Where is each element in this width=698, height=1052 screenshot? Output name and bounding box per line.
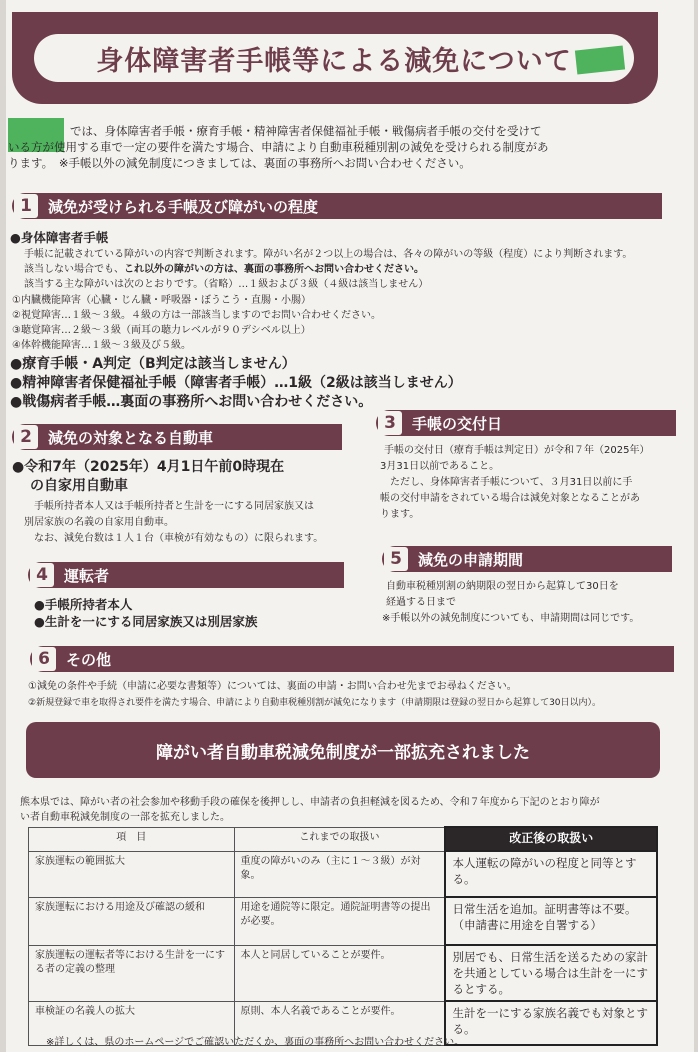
cell-item: 車検証の名義人の拡大 bbox=[29, 1001, 235, 1045]
section-5-heading bbox=[382, 546, 672, 572]
table-row bbox=[29, 851, 658, 897]
section-number: 2 bbox=[14, 425, 38, 449]
intro-line: いる方が使用する車で一定の要件を満たす場合、申請により自動車税種別割の減免を受けられる制度があ bbox=[8, 140, 549, 154]
section-number: 4 bbox=[30, 563, 54, 587]
section-4-heading bbox=[28, 562, 344, 588]
cell-item: 家族運転の運転者等における生計を一にする者の定義の整理 bbox=[29, 945, 235, 1001]
section-title: 減免の申請期間 bbox=[418, 550, 524, 569]
cell-after: 生計を一にする家族名義でも対象とする。 bbox=[445, 1001, 657, 1045]
sec2-date: ●令和7年（2025年）4月1日午前0時現在 bbox=[12, 459, 285, 475]
section-number: 1 bbox=[14, 194, 38, 218]
cell-before: 用途を通院等に限定。通院証明書等の提出が必要。 bbox=[234, 897, 445, 945]
banner-intro: い者自動車税減免制度の一部を拡充しました。 bbox=[20, 812, 230, 823]
section-title: その他 bbox=[66, 650, 112, 669]
section-6-heading bbox=[30, 646, 674, 672]
cell-after: 本人運転の障がいの程度と同等とする。 bbox=[445, 851, 657, 897]
cell-after: 別居でも、日常生活を送るための家計を共通としている場合は生計を一にするとする。 bbox=[445, 945, 657, 1001]
sec1-body: 手帳に記載されている障がいの内容で判断されます。障がい名が２つ以上の場合は、各々の障がいの等級（程度）により判断されます。 bbox=[24, 249, 633, 260]
sec1-item: ③聴覚障害…２級～３級（両耳の聴力レベルが９０デシベル以上） bbox=[12, 325, 311, 336]
col-header: これまでの取扱い bbox=[234, 827, 445, 851]
table-row bbox=[29, 897, 658, 945]
comparison-table bbox=[28, 826, 658, 1046]
sec3-body: 手帳の交付日（療育手帳は判定日）が令和７年（2025年） bbox=[384, 445, 650, 456]
col-header: 項 目 bbox=[29, 827, 235, 851]
document-page bbox=[6, 0, 694, 1052]
sec6-item: ①減免の条件や手続（申請に必要な書類等）については、裏面の申請・お問い合わせ先までお尋ねください。 bbox=[28, 681, 517, 692]
section-2-heading bbox=[12, 424, 342, 450]
cell-item: 家族運転における用途及び確認の緩和 bbox=[29, 897, 235, 945]
sec2-date: の自家用自動車 bbox=[30, 478, 128, 494]
cell-before: 重度の障がいのみ（主に１～３級）が対象。 bbox=[234, 851, 445, 897]
sec4-item: ●生計を一にする同居家族又は別居家族 bbox=[34, 614, 258, 629]
sec1-body-b: これ以外の障がいの方は、裏面の事務所へお問い合わせください。 bbox=[124, 264, 424, 275]
table-row bbox=[29, 945, 658, 1001]
sec1-body: 該当する主な障がいは次のとおりです。（省略）…１級および３級（４級は該当しません） bbox=[24, 279, 429, 290]
sec5-body: 自動車税種別割の納期限の翌日から起算して30日を bbox=[386, 581, 619, 592]
section-title: 運転者 bbox=[64, 566, 110, 585]
sec5-body: ※手帳以外の減免制度についても、申請期間は同じです。 bbox=[382, 613, 640, 624]
sec2-body: 手帳所持者本人又は手帳所持者と生計を一にする同居家族又は bbox=[34, 501, 314, 512]
table-header-row bbox=[29, 827, 658, 851]
senshou-line: ●戦傷病者手帳…裏面の事務所へお問い合わせください。 bbox=[10, 394, 373, 410]
cell-before: 原則、本人名義であることが要件。 bbox=[234, 1001, 445, 1045]
cell-after: 日常生活を追加。証明書等は不要。（申請書に用途を自署する） bbox=[445, 897, 657, 945]
footer-note: ※詳しくは、県のホームページでご確認いただくか、裏面の事務所へお問い合わせください。 bbox=[46, 1037, 465, 1048]
section-title: 減免の対象となる自動車 bbox=[48, 428, 214, 447]
sec1-item: ②視覚障害…１級～３級。４級の方は一部該当しますのでお問い合わせください。 bbox=[12, 310, 381, 321]
expansion-banner: 障がい者自動車税減免制度が一部拡充されました bbox=[26, 722, 660, 778]
intro-line: ります。 ※手帳以外の減免制度につきましては、裏面の事務所へお問い合わせください。 bbox=[8, 156, 471, 170]
sec1-body bbox=[24, 263, 424, 277]
cell-item: 家族運転の範囲拡大 bbox=[29, 851, 235, 897]
cell-before: 本人と同居していることが要件。 bbox=[234, 945, 445, 1001]
section-title: 減免が受けられる手帳及び障がいの程度 bbox=[48, 197, 319, 216]
col-header: 改正後の取扱い bbox=[445, 827, 657, 851]
shintai-title: ●身体障害者手帳 bbox=[10, 230, 109, 245]
sec6-item: ②新規登録で車を取得され要件を満たす場合、申請により自動車税種別割が減免になります（申請期限は登録の翌日から起算して30日以内）。 bbox=[28, 698, 602, 708]
section-number: 6 bbox=[32, 647, 56, 671]
sec3-body: ただし、身体障害者手帳について、３月31日以前に手 bbox=[390, 477, 633, 488]
green-tape bbox=[575, 46, 625, 75]
sec3-body: 3月31日以前であること。 bbox=[380, 461, 500, 472]
sec1-body-a: 該当しない場合でも、 bbox=[24, 264, 124, 275]
sec1-item: ④体幹機能障害…１級～３級及び５級。 bbox=[12, 340, 191, 351]
seishin-line: ●精神障害者保健福祉手帳（障害者手帳）…1級（2級は該当しません） bbox=[10, 375, 462, 391]
title-banner bbox=[12, 12, 658, 104]
section-title: 手帳の交付日 bbox=[412, 414, 503, 433]
section-number: 5 bbox=[384, 547, 408, 571]
section-number: 3 bbox=[378, 411, 402, 435]
sec2-body: 別居家族の名義の自家用自動車。 bbox=[24, 517, 174, 528]
section-1-heading bbox=[12, 193, 662, 219]
ryoiku-line: ●療育手帳・A判定（B判定は該当しません） bbox=[10, 356, 296, 372]
sec4-item: ●手帳所持者本人 bbox=[34, 597, 133, 612]
sec2-body: なお、減免台数は１人１台（車検が有効なもの）に限られます。 bbox=[34, 533, 324, 544]
sec1-item: ①内臓機能障害（心臓・じん臓・呼吸器・ぼうこう・直腸・小腸） bbox=[12, 295, 311, 306]
banner-intro: 熊本県では、障がい者の社会参加や移動手段の確保を後押しし、申請者の負担軽減を図るため、令和７年度から下記のとおり障が bbox=[20, 797, 600, 808]
intro-line: では、身体障害者手帳・療育手帳・精神障害者保健福祉手帳・戦傷病者手帳の交付を受けて bbox=[70, 124, 542, 138]
section-3-heading bbox=[376, 410, 676, 436]
sec5-body: 経過する日まで bbox=[386, 597, 456, 608]
sec3-body: 帳の交付申請をされている場合は減免対象となることがあ bbox=[380, 493, 640, 504]
sec3-body: ります。 bbox=[380, 509, 420, 520]
page-title: 身体障害者手帳等による減免について bbox=[34, 34, 634, 82]
